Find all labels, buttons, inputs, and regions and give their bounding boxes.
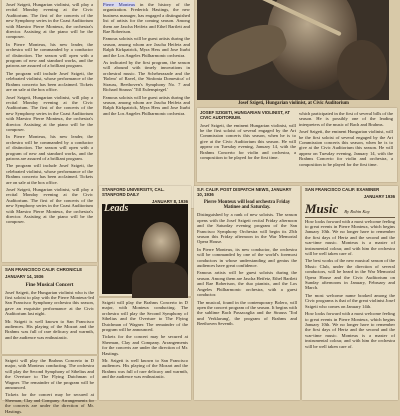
clipping-paragraph: Josef Szigeti, Hungarian violinist, will play a recital Monday evening at the Civic Auditorium. The first of the concerts of the new Symphony series in the Coast Auditorium with Maestro Pierre Monteux, the orchestra's director. Assisting at the piano will be the composer.: [6, 2, 93, 40]
clipping-paragraph: Tickets for the concert may be secured at Sherman, Clay and Company. Arrangements for the concerts are under the direction of Mr. Hastings.: [5, 392, 94, 414]
photo-caption: Josef Szigeti, Hungarian violinist, at Civic Auditorium: [238, 101, 349, 106]
clipping-top-left: [2, 0, 97, 262]
clipping-paragraph: [103, 2, 190, 34]
leads-headline: Leads: [104, 203, 129, 214]
clipping-szigeti-announcement: [197, 108, 397, 182]
clipping-source-tag: SAN FRANCISCO CALIF. CHRONICLE: [5, 267, 83, 272]
clipping-paragraph: Szigeti will play the Brahms Concerto in D major, with Monteux conducting. The orchestra will play the Second Symphony of Sibelius and the Overture to The Flying Dutchman of Wagner. The remainder of the program will be announced.: [5, 358, 94, 391]
leads-photo: [102, 204, 188, 294]
clipping-date: JANUARY 8, 1936: [151, 198, 188, 204]
clipping-paragraph: which participated in the first of several bills of the season. He is possibly one of the leading interpreters of the music of Bach and Brahms.: [299, 111, 394, 127]
clipping-source-tag: JOSEF SZIGETI, HUNGARIAN VIOLINIST, AT CIVIC AUDITORIUM.: [200, 110, 291, 120]
clipping-paragraph: Mr. Szigeti is well known to San Francisco audiences. His playing of the Mozart and the Brahms was full of rare delicacy and warmth, and the audience was enthusiastic.: [102, 358, 188, 380]
clipping-fine-musical-concert: [2, 266, 97, 354]
clipping-paragraph: The program will include Josef Szigeti, the celebrated violinist, whose performance of the Brahms concerto has been acclaimed. Tickets are on sale at the box office.: [6, 163, 93, 185]
clipping-byline: By Robin Kay: [344, 208, 370, 214]
clipping-top-middle: [99, 0, 194, 208]
clipping-headline: Fine Musical Concert: [25, 281, 74, 288]
clipping-paragraph: Tickets for the concert may be secured at Sherman, Clay and Company. Arrangements for the concerts are under the direction of Mr. Hastings.: [102, 334, 188, 356]
clipping-paragraph: Famous artists will be guest soloists during the season. Among them are Jascha Heifetz, Ethel Bartlett and Rae Robertson, the duo pianists, and the Los Angeles Philharmonic orchestra, with a guest conductor.: [197, 270, 297, 298]
clipping-paragraph: Josef Szigeti, the eminent Hungarian violinist, will be the first soloist of several engaged by the Art Commission concerts this season, when he is to give at the Civic Auditorium this season. He will appear on Tuesday evening, January 14, with the Brahms Concerto for violin and orchestra, a composition to be played for the first time.: [200, 122, 296, 161]
clipping-text: in the history of the organization. Frederick Hastings, the new business manager, has engaged a distinguished list of artists for the coming season. Among them are Jascha Heifetz and Ethel Bartlett and Rae Robertson.: [103, 2, 190, 35]
clipping-paragraph: Mr. Szigeti is well known to San Francisco audiences. His playing of the Mozart and the Brahms was full of rare delicacy and warmth, and the audience was enthusiastic.: [5, 318, 94, 340]
violinist-photo: [197, 0, 389, 100]
clipping-paragraph: How looks forward with a most welcome feeling to great events in Pierre Monteux, which begins January 10th. We no longer have to remember the first days of Hertz and the second and the war-time music. Monteux is a master of instrumental colour, and with him the orchestra will be well taken care of.: [305, 311, 395, 349]
clipping-bottom-left: [2, 356, 97, 414]
clipping-paragraph: Famous soloists will be guest artists during the season, among whom are Jascha Heifetz and Ralph Kirkpatrick, Myra Hess and Jose Iturbi and the Los Angeles Philharmonic orchestra.: [103, 94, 190, 116]
clipping-paragraph: Josef Szigeti, the eminent Hungarian violinist, will be the first soloist of several engaged by the Art Commission concerts this season, when he is to give at the Civic Auditorium this season. He will appear on Tuesday evening, January 14, with the Brahms Concerto for violin and orchestra, a composition to be played for the first time.: [299, 129, 393, 167]
clipping-headline: Pierre Monteux will lead orchestra Friday Matinee and Saturday.: [203, 199, 291, 210]
clipping-middle-continuation: [99, 298, 191, 400]
clipping-paragraph: Famous soloists will be guest artists during the season, among whom are Jascha Heifetz and Ralph Kirkpatrick, Myra Hess and Jose Iturbi and the Los Angeles Philharmonic orchestra.: [103, 36, 190, 58]
clipping-date: JANUARY 1936: [363, 193, 395, 199]
highlighted-name: Pierre Monteux: [103, 2, 136, 7]
clipping-paragraph: Szigeti will play the Brahms Concerto in D major, with Monteux conducting. The orchestra will play the Second Symphony of Sibelius and the Overture to The Flying Dutchman of Wagner. The remainder of the program will be announced.: [102, 300, 188, 333]
clipping-stanford-daily: [99, 186, 191, 296]
clipping-paragraph: The musical, found in the contemporary Bolero, will open the concert program of the season. It begins with the sublime Bach Passacaglia and the Strauss 'Tod und Verklarung', the program of Brahms and Beethoven Seventh.: [197, 299, 297, 327]
clipping-paragraph: Josef Szigeti, the Hungarian violinist who is the first soloist to play with the Pierre Monteux-led San Francisco Symphony orchestra this season, gave an exquisite performance at the Civic Auditorium last night.: [5, 289, 94, 317]
music-headline: [305, 202, 395, 216]
clipping-source-tag: SAN FRANCISCO CALIF. EXAMINER: [305, 187, 380, 192]
clipping-music-column: [302, 186, 398, 400]
clipping-paragraph: Josef Szigeti, Hungarian violinist, will play a recital Monday evening at the Civic Auditorium. The first of the concerts of the new Symphony series in the Coast Auditorium with Maestro Pierre Monteux, the orchestra's director. Assisting at the piano will be the composer.: [6, 187, 93, 225]
clipping-paragraph: The most welcome name booked among the Civic programs is that of the great violinist Josef Szigeti who comes on January 14th.: [305, 292, 395, 309]
clipping-paragraph: Distinguished by a rank of new soloists. The season opens with the Josef Szigeti recital Friday afternoon and the Saturday evening program of the San Francisco Symphony Orchestra will begin its 25th season this Friday afternoon in the War Memorial Opera House.: [197, 212, 297, 245]
clipping-paragraph: The best works of the new musical season of the Music Club, under the direction of several conductors, will be heard in the War Memorial Opera House and the Civic Auditorium on Sunday afternoons in January, February and March.: [305, 258, 395, 291]
clipping-paragraph: In Pierre Monteux, its new conductor, the orchestra will be commanded by one of the world's foremost conductors in whose understanding and genius the audiences have great confidence.: [197, 246, 297, 269]
clipping-paragraph: How looks forward with a most welcome feeling to great events in Pierre Monteux, which begins January 10th. We no longer have to remember the first days of Hertz and the second and the war-time music. Monteux is a master of instrumental colour, and with him the orchestra will be well taken care of.: [305, 218, 395, 257]
clipping-paragraph: The program will include Josef Szigeti, the celebrated violinist, whose performance of the Brahms concerto has been acclaimed. Tickets are on sale at the box office.: [6, 70, 93, 93]
clipping-date: JANUARY 14, 1936: [5, 273, 44, 279]
clipping-paragraph: As indicated by the first program, the season will abound with timely innovations in orchestral music. The Scheherazade and the 'Bolero' of Ravel, the 'Sinfonia Domestica' of Strauss, Beethoven's Symphony No. 7 and Richard Strauss' 'Till Eulenspiegel.': [103, 60, 190, 93]
clipping-headline: Music: [305, 200, 339, 216]
clipping-paragraph: Josef Szigeti, Hungarian violinist, will play a recital Monday evening at the Civic Auditorium. The first of the concerts of the new Symphony series in the Coast Auditorium with Maestro Pierre Monteux, the orchestra's director. Assisting at the piano will be the composer.: [6, 94, 93, 132]
clipping-paragraph: In Pierre Monteux, his new leader, the orchestra will be commanded by a conductor of distinction. The season will open with a program of new and standard works, and the patrons are assured of a brilliant program.: [6, 41, 93, 69]
clipping-source-tag: STANFORD UNIVERSITY, CAL. STANFORD DAILY: [102, 187, 165, 197]
clipping-monteux-leads-orchestra: [194, 186, 300, 400]
clipping-source-tag: S.F. CALIF. POST DISPATCH NEWS, JANUARY 10, 1936: [197, 187, 292, 197]
clipping-paragraph: In Pierre Monteux, his new leader, the orchestra will be commanded by a conductor of distinction. The season will open with a program of new and standard works, and the patrons are assured of a brilliant program.: [6, 134, 93, 161]
